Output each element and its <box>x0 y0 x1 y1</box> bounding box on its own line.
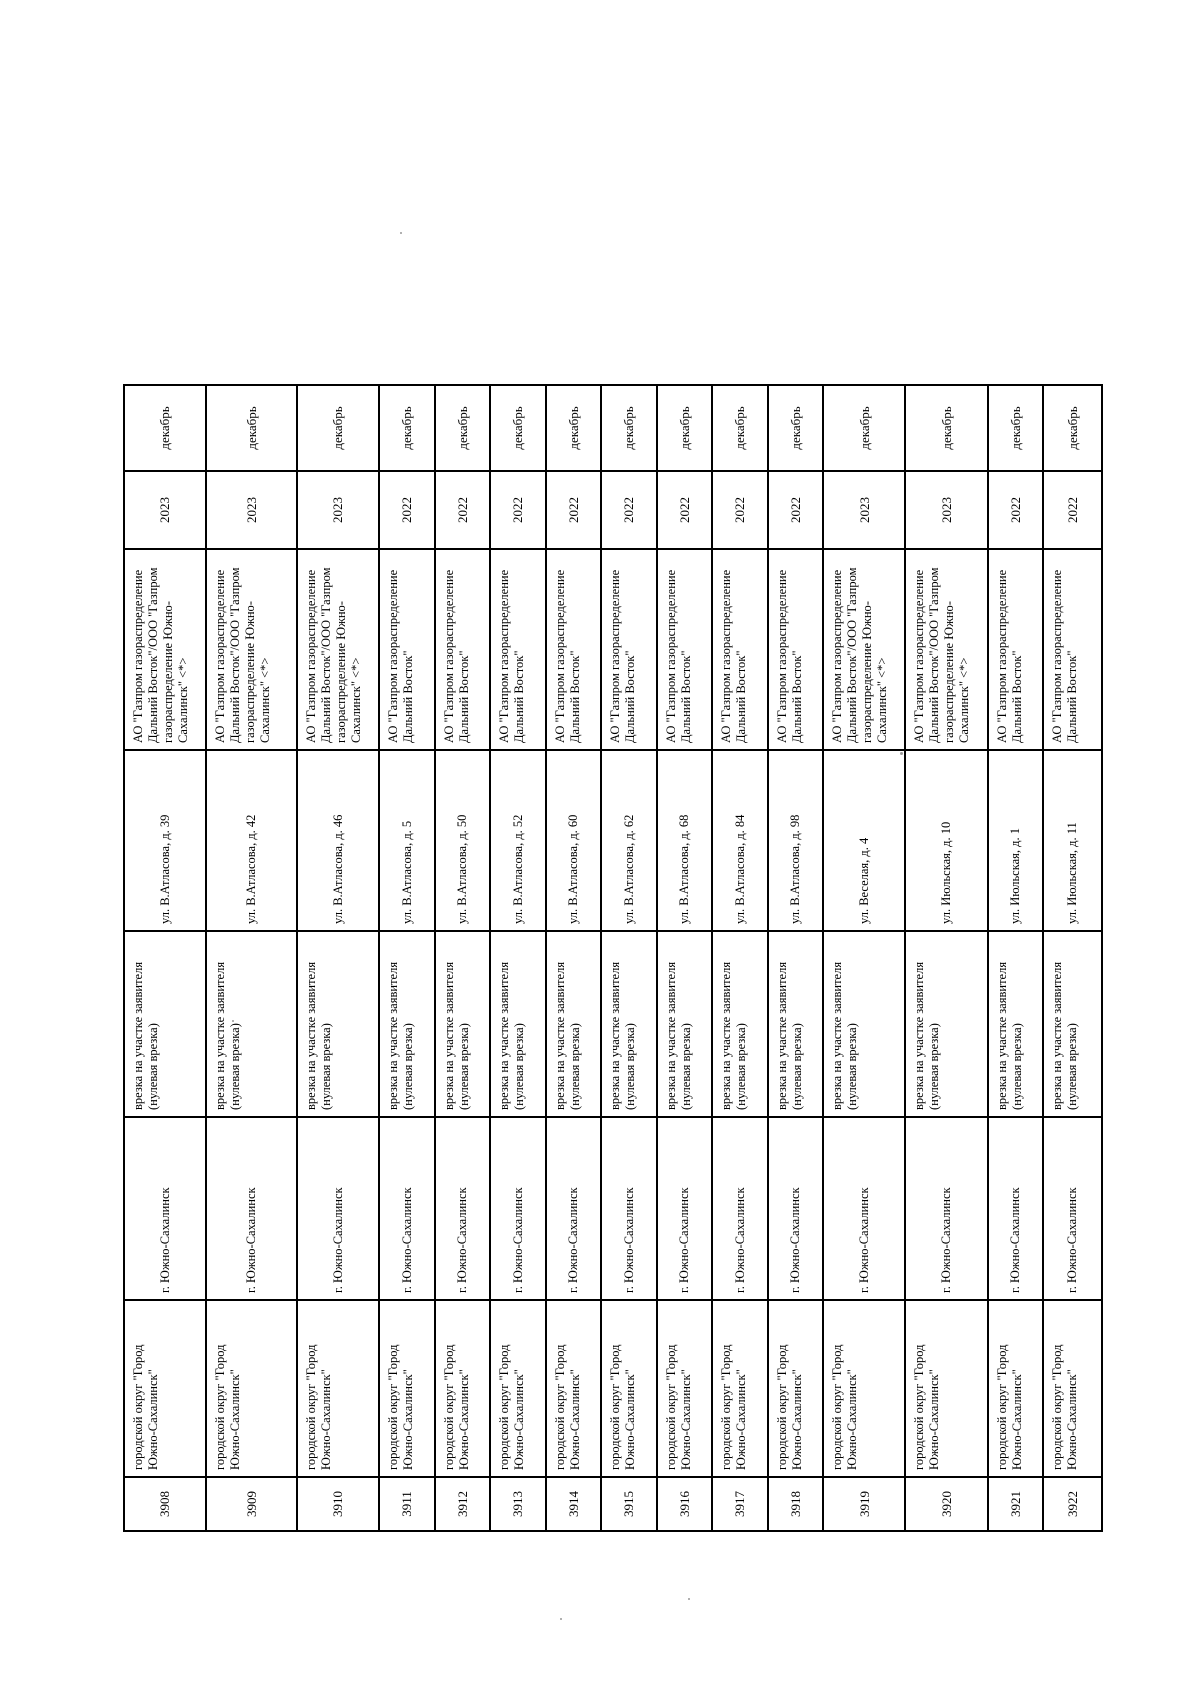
month-cell: декабрь <box>435 385 491 471</box>
connection-type-cell: врезка на участке заявителя (нулевая врезка) <box>546 931 602 1117</box>
table-row <box>1043 385 1102 1531</box>
municipality-cell: городской округ "Город Южно-Сахалинск" <box>379 1300 435 1477</box>
month-cell: декабрь <box>823 385 905 471</box>
settlement-cell: г. Южно-Сахалинск <box>657 1117 713 1300</box>
scan-speck <box>560 1618 562 1620</box>
settlement-cell: г. Южно-Сахалинск <box>297 1117 379 1300</box>
connection-type-cell: врезка на участке заявителя (нулевая врезка) <box>124 931 206 1117</box>
year-cell: 2022 <box>988 471 1044 549</box>
table-row <box>768 385 824 1531</box>
operator-cell: АО "Газпром газораспределение Дальний Восток" <box>435 549 491 750</box>
connection-type-cell: врезка на участке заявителя (нулевая врезка) <box>379 931 435 1117</box>
operator-cell: АО "Газпром газораспределение Дальний Восток" <box>601 549 657 750</box>
year-cell: 2023 <box>206 471 297 549</box>
year-cell: 2023 <box>124 471 206 549</box>
row-number: 3918 <box>768 1477 824 1531</box>
row-number: 3919 <box>823 1477 905 1531</box>
scan-speck <box>688 1598 690 1600</box>
table-row <box>988 385 1044 1531</box>
scan-speck <box>232 1020 234 1022</box>
municipality-cell: городской округ "Город Южно-Сахалинск" <box>768 1300 824 1477</box>
connection-type-cell: врезка на участке заявителя (нулевая врезка) <box>490 931 546 1117</box>
month-cell: декабрь <box>601 385 657 471</box>
settlement-cell: г. Южно-Сахалинск <box>435 1117 491 1300</box>
year-cell: 2022 <box>657 471 713 549</box>
municipality-cell: городской округ "Город Южно-Сахалинск" <box>657 1300 713 1477</box>
municipality-cell: городской округ "Город Южно-Сахалинск" <box>905 1300 987 1477</box>
address-cell: ул. В.Атласова, д. 84 <box>712 750 768 931</box>
address-cell: ул. Июльская, д. 1 <box>988 750 1044 931</box>
connection-type-cell: врезка на участке заявителя (нулевая врезка) <box>905 931 987 1117</box>
municipality-cell: городской округ "Город Южно-Сахалинск" <box>546 1300 602 1477</box>
month-cell: декабрь <box>379 385 435 471</box>
connection-type-cell: врезка на участке заявителя (нулевая врезка) <box>297 931 379 1117</box>
settlement-cell: г. Южно-Сахалинск <box>823 1117 905 1300</box>
settlement-cell: г. Южно-Сахалинск <box>601 1117 657 1300</box>
row-number: 3914 <box>546 1477 602 1531</box>
month-cell: декабрь <box>546 385 602 471</box>
settlement-cell: г. Южно-Сахалинск <box>124 1117 206 1300</box>
month-cell: декабрь <box>490 385 546 471</box>
row-number: 3911 <box>379 1477 435 1531</box>
address-cell: ул. В.Атласова, д. 46 <box>297 750 379 931</box>
settlement-cell: г. Южно-Сахалинск <box>490 1117 546 1300</box>
address-cell: ул. Июльская, д. 10 <box>905 750 987 931</box>
table-row <box>490 385 546 1531</box>
month-cell: декабрь <box>768 385 824 471</box>
year-cell: 2022 <box>546 471 602 549</box>
operator-cell: АО "Газпром газораспределение Дальний Восток"/ООО "Газпром газораспределение Южно-Сахалинск" <*> <box>124 549 206 750</box>
settlement-cell: г. Южно-Сахалинск <box>988 1117 1044 1300</box>
municipality-cell: городской округ "Город Южно-Сахалинск" <box>124 1300 206 1477</box>
scan-speck <box>400 232 402 234</box>
year-cell: 2022 <box>490 471 546 549</box>
connection-type-cell: врезка на участке заявителя (нулевая врезка) <box>601 931 657 1117</box>
year-cell: 2022 <box>435 471 491 549</box>
operator-cell: АО "Газпром газораспределение Дальний Восток" <box>988 549 1044 750</box>
operator-cell: АО "Газпром газораспределение Дальний Восток" <box>1043 549 1102 750</box>
address-cell: ул. В.Атласова, д. 60 <box>546 750 602 931</box>
month-cell: декабрь <box>988 385 1044 471</box>
row-number: 3921 <box>988 1477 1044 1531</box>
address-cell: ул. В.Атласова, д. 98 <box>768 750 824 931</box>
month-cell: декабрь <box>1043 385 1102 471</box>
connection-type-cell: врезка на участке заявителя (нулевая врезка) <box>435 931 491 1117</box>
address-cell: ул. В.Атласова, д. 50 <box>435 750 491 931</box>
operator-cell: АО "Газпром газораспределение Дальний Восток" <box>657 549 713 750</box>
address-cell: ул. Июльская, д. 11 <box>1043 750 1102 931</box>
municipality-cell: городской округ "Город Южно-Сахалинск" <box>601 1300 657 1477</box>
year-cell: 2022 <box>379 471 435 549</box>
address-cell: ул. Веселая, д. 4 <box>823 750 905 931</box>
row-number: 3915 <box>601 1477 657 1531</box>
row-number: 3908 <box>124 1477 206 1531</box>
table-body <box>124 385 1102 1531</box>
row-number: 3913 <box>490 1477 546 1531</box>
month-cell: декабрь <box>124 385 206 471</box>
connection-type-cell: врезка на участке заявителя (нулевая врезка) <box>988 931 1044 1117</box>
year-cell: 2023 <box>297 471 379 549</box>
settlement-cell: г. Южно-Сахалинск <box>206 1117 297 1300</box>
settlement-cell: г. Южно-Сахалинск <box>905 1117 987 1300</box>
year-cell: 2022 <box>1043 471 1102 549</box>
address-cell: ул. В.Атласова, д. 52 <box>490 750 546 931</box>
row-number: 3916 <box>657 1477 713 1531</box>
municipality-cell: городской округ "Город Южно-Сахалинск" <box>712 1300 768 1477</box>
month-cell: декабрь <box>905 385 987 471</box>
table-row <box>435 385 491 1531</box>
municipality-cell: городской округ "Город Южно-Сахалинск" <box>297 1300 379 1477</box>
municipality-cell: городской округ "Город Южно-Сахалинск" <box>490 1300 546 1477</box>
row-number: 3920 <box>905 1477 987 1531</box>
table-row <box>657 385 713 1531</box>
settlement-cell: г. Южно-Сахалинск <box>546 1117 602 1300</box>
year-cell: 2022 <box>712 471 768 549</box>
operator-cell: АО "Газпром газораспределение Дальний Восток" <box>546 549 602 750</box>
operator-cell: АО "Газпром газораспределение Дальний Восток"/ООО "Газпром газораспределение Южно-Сахалинск" <*> <box>823 549 905 750</box>
row-number: 3917 <box>712 1477 768 1531</box>
row-number: 3909 <box>206 1477 297 1531</box>
table-row <box>206 385 297 1531</box>
municipality-cell: городской округ "Город Южно-Сахалинск" <box>206 1300 297 1477</box>
settlement-cell: г. Южно-Сахалинск <box>712 1117 768 1300</box>
operator-cell: АО "Газпром газораспределение Дальний Восток"/ООО "Газпром газораспределение Южно-Сахалинск" <*> <box>905 549 987 750</box>
connection-type-cell: врезка на участке заявителя (нулевая врезка) <box>768 931 824 1117</box>
table-row <box>601 385 657 1531</box>
settlement-cell: г. Южно-Сахалинск <box>1043 1117 1102 1300</box>
connection-type-cell: врезка на участке заявителя (нулевая врезка) <box>823 931 905 1117</box>
operator-cell: АО "Газпром газораспределение Дальний Восток"/ООО "Газпром газораспределение Южно-Сахалинск" <*> <box>206 549 297 750</box>
address-cell: ул. В.Атласова, д. 39 <box>124 750 206 931</box>
month-cell: декабрь <box>206 385 297 471</box>
table-row <box>823 385 905 1531</box>
month-cell: декабрь <box>657 385 713 471</box>
municipality-cell: городской округ "Город Южно-Сахалинск" <box>823 1300 905 1477</box>
address-cell: ул. В.Атласова, д. 5 <box>379 750 435 931</box>
connection-type-cell: врезка на участке заявителя (нулевая врезка) <box>657 931 713 1117</box>
year-cell: 2023 <box>905 471 987 549</box>
settlement-cell: г. Южно-Сахалинск <box>768 1117 824 1300</box>
table-row <box>905 385 987 1531</box>
table-row <box>546 385 602 1531</box>
connection-type-cell: врезка на участке заявителя (нулевая врезка) <box>1043 931 1102 1117</box>
row-number: 3910 <box>297 1477 379 1531</box>
month-cell: декабрь <box>712 385 768 471</box>
year-cell: 2022 <box>601 471 657 549</box>
table-row <box>379 385 435 1531</box>
scan-speck <box>900 752 903 755</box>
connection-type-cell: врезка на участке заявителя (нулевая врезка) <box>712 931 768 1117</box>
address-cell: ул. В.Атласова, д. 62 <box>601 750 657 931</box>
operator-cell: АО "Газпром газораспределение Дальний Восток" <box>490 549 546 750</box>
municipality-cell: городской округ "Город Южно-Сахалинск" <box>435 1300 491 1477</box>
row-number: 3912 <box>435 1477 491 1531</box>
operator-cell: АО "Газпром газораспределение Дальний Восток" <box>712 549 768 750</box>
operator-cell: АО "Газпром газораспределение Дальний Восток"/ООО "Газпром газораспределение Южно-Сахалинск" <*> <box>297 549 379 750</box>
operator-cell: АО "Газпром газораспределение Дальний Восток" <box>379 549 435 750</box>
rotated-table-wrapper <box>123 386 1103 1532</box>
municipality-cell: городской округ "Город Южно-Сахалинск" <box>988 1300 1044 1477</box>
year-cell: 2023 <box>823 471 905 549</box>
settlement-cell: г. Южно-Сахалинск <box>379 1117 435 1300</box>
year-cell: 2022 <box>768 471 824 549</box>
connection-type-cell: врезка на участке заявителя (нулевая врезка) <box>206 931 297 1117</box>
gasification-schedule-table <box>123 384 1103 1532</box>
operator-cell: АО "Газпром газораспределение Дальний Восток" <box>768 549 824 750</box>
table-row <box>297 385 379 1531</box>
month-cell: декабрь <box>297 385 379 471</box>
address-cell: ул. В.Атласова, д. 68 <box>657 750 713 931</box>
table-row <box>124 385 206 1531</box>
address-cell: ул. В.Атласова, д. 42 <box>206 750 297 931</box>
row-number: 3922 <box>1043 1477 1102 1531</box>
municipality-cell: городской округ "Город Южно-Сахалинск" <box>1043 1300 1102 1477</box>
table-row <box>712 385 768 1531</box>
